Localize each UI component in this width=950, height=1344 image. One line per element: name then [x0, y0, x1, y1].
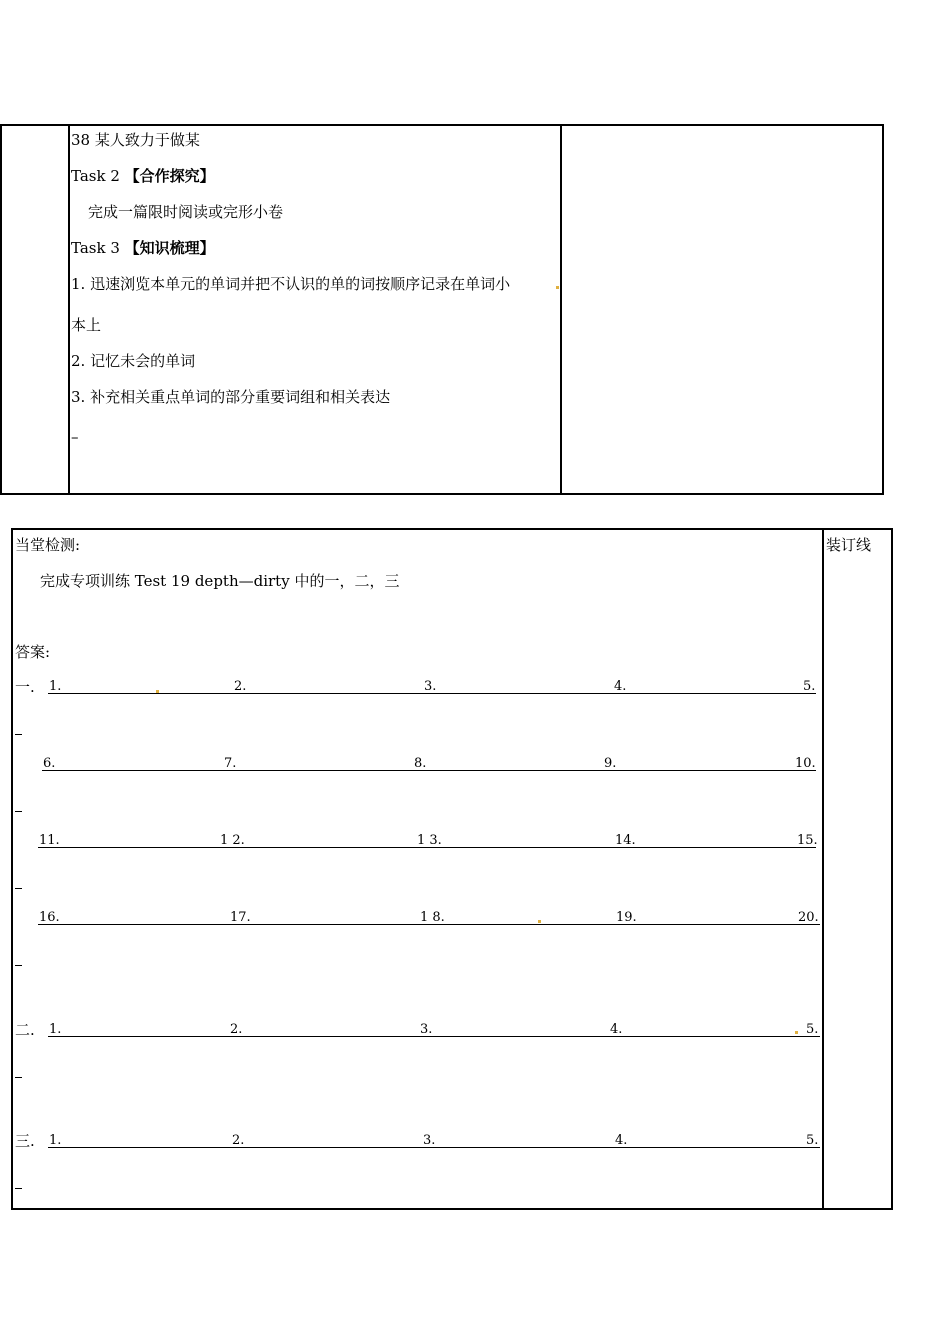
- task3-prefix: Task 3: [71, 239, 120, 257]
- line-end-mark: [15, 811, 22, 812]
- answer-number: 4.: [614, 679, 627, 694]
- answer-number: 11.: [39, 833, 60, 848]
- line-end-mark: [15, 1188, 22, 1189]
- answer-number: 5.: [806, 1133, 819, 1148]
- answer-number: 15.: [797, 833, 818, 848]
- answer-number: 1.: [49, 1133, 62, 1148]
- section-1-label: 一.: [15, 678, 35, 696]
- answer-number: 2.: [232, 1133, 245, 1148]
- task2-content: 完成一篇限时阅读或完形小卷: [88, 203, 284, 221]
- answer-number: 7.: [224, 756, 237, 771]
- upper-table-divider-left: [68, 124, 70, 495]
- highlight-mark: [538, 920, 541, 923]
- answer-line-s2: [48, 1036, 820, 1037]
- answer-number: 17.: [230, 910, 251, 925]
- answer-number: 1 8.: [420, 910, 445, 925]
- answer-number: 1.: [49, 1022, 62, 1037]
- section-2-label: 二.: [15, 1021, 35, 1039]
- task3-item-1: 1. 迅速浏览本单元的单词并把不认识的单的词按顺序记录在单词小: [71, 275, 511, 293]
- answer-number: 10.: [795, 756, 816, 771]
- lower-table-divider: [822, 528, 824, 1210]
- test-instruction: 完成专项训练 Test 19 depth—dirty 中的一，二，三: [40, 572, 400, 590]
- task3-item-3: 3. 补充相关重点单词的部分重要词组和相关表达: [71, 388, 391, 406]
- answer-number: 14.: [615, 833, 636, 848]
- line-end-mark: [15, 888, 22, 889]
- dash-mark: –: [71, 428, 79, 446]
- lower-table: [11, 528, 893, 1210]
- side-label-binding-line: 装订线: [826, 536, 872, 554]
- answer-number: 5.: [803, 679, 816, 694]
- answer-number: 5.: [806, 1022, 819, 1037]
- task3-title: 【知识梳理】: [124, 239, 215, 257]
- line-end-mark: [15, 734, 22, 735]
- answer-number: 4.: [615, 1133, 628, 1148]
- answer-number: 1.: [49, 679, 62, 694]
- answer-number: 9.: [604, 756, 617, 771]
- answer-number: 19.: [616, 910, 637, 925]
- task3-heading: [71, 239, 215, 257]
- answer-number: 3.: [420, 1022, 433, 1037]
- answer-number: 3.: [424, 679, 437, 694]
- answer-line-s1-r2: [42, 770, 816, 771]
- answer-number: 6.: [43, 756, 56, 771]
- highlight-mark: [556, 286, 559, 289]
- task2-title: 【合作探究】: [124, 167, 215, 185]
- task2-heading: [71, 167, 215, 185]
- answer-number: 1 3.: [417, 833, 442, 848]
- answer-number: 20.: [798, 910, 819, 925]
- task2-prefix: Task 2: [71, 167, 120, 185]
- line-end-mark: [15, 1077, 22, 1078]
- upper-line-38: 38 某人致力于做某: [71, 131, 200, 149]
- highlight-mark: [795, 1031, 798, 1034]
- task3-item-1-continued: 本上: [71, 316, 102, 334]
- in-class-test-heading: 当堂检测:: [15, 536, 81, 554]
- highlight-mark: [156, 690, 159, 693]
- answer-number: 2.: [234, 679, 247, 694]
- answer-number: 1 2.: [220, 833, 245, 848]
- section-3-label: 三.: [15, 1132, 35, 1150]
- answer-number: 16.: [39, 910, 60, 925]
- line-end-mark: [15, 965, 22, 966]
- upper-table-divider-right: [560, 124, 562, 495]
- answer-number: 8.: [414, 756, 427, 771]
- task3-item-2: 2. 记忆未会的单词: [71, 352, 196, 370]
- answer-number: 2.: [230, 1022, 243, 1037]
- answers-label: 答案:: [15, 643, 51, 661]
- answer-number: 3.: [423, 1133, 436, 1148]
- answer-number: 4.: [610, 1022, 623, 1037]
